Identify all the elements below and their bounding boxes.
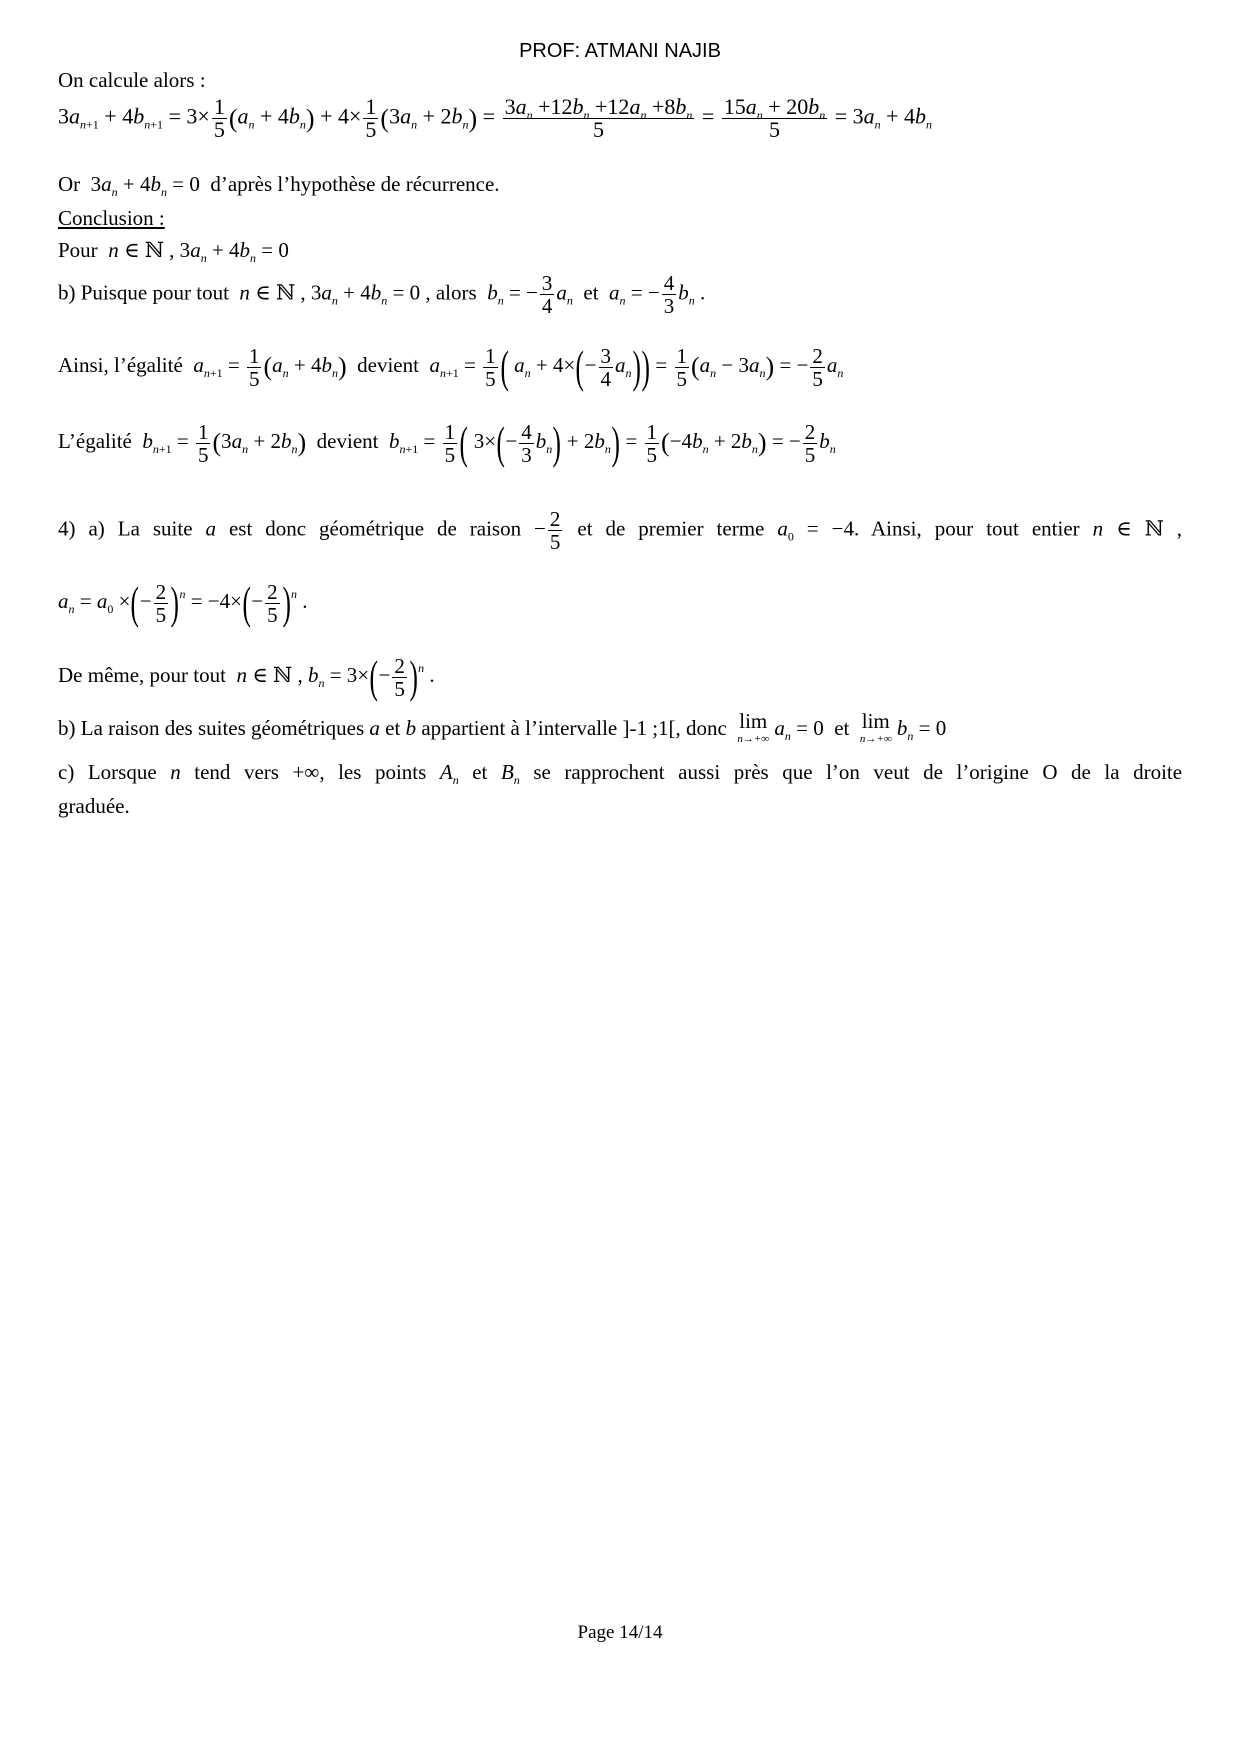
formula-b-n: De même, pour tout n ∈ ℕ , $b_n = 3\times(-$ $\frac{2}{5}$ )$^n$ . <box>58 651 435 702</box>
page-header: PROF: ATMANI NAJIB <box>519 40 721 62</box>
part-c-line: c) Lorsque n tend vers +∞, les points $A_n$ et $B_n$ se rapprochent aussi près que l’on veut de l’origine O de la droite <box>58 760 1183 787</box>
hypothesis-line: Or $3a_n + 4b_n = 0$ d’après l’hypothèse de récurrence. <box>58 172 500 199</box>
part-c-line-2: graduée. <box>58 794 130 818</box>
part-b-line: b) Puisque pour tout n ∈ ℕ , $3a_n + 4b_n = 0$ , alors $b_n$ = − $\frac{3}{4}$ $a_n$ et $a_n$ = − $\frac{4}{3}$ $b_n$ . <box>58 271 706 318</box>
intro-line: On calcule alors : <box>58 68 206 92</box>
equation-a-next: Ainsi, l’égalité $a_{n+1}$ = $\frac{1}{5}$ $(a_n + 4b_n)$ devient $a_{n+1}$ = $\frac{1}{5}$ ( $a_n + 4\times(-$ $\frac{3}{4}$ $a_n$)) = $\frac{1}{5}$ $(a_n - 3a_n)$ = − $\frac{2}{5}$ $a_n$ <box>58 341 844 392</box>
equation-b-next: L’égalité $b_{n+1}$ = $\frac{1}{5}$ $(3a_n + 2b_n)$ devient $b_{n+1}$ = $\frac{1}{5}$ ( 3×(− $\frac{4}{3}$ $b_n) + 2b_n$) = $\frac{1}{5}$ $(-4b_n + 2b_n)$ = − $\frac{2}{5}$ $b_n$ <box>58 417 836 468</box>
conclusion-statement: Pour n ∈ ℕ , $3a_n + 4b_n = 0$ <box>58 238 289 265</box>
question-4a-line: 4) a) La suite a est donc géométrique de raison − $\frac{2}{5}$ et de premier terme $a_0 = -4$. Ainsi, pour tout entier n ∈ ℕ , <box>58 507 1183 554</box>
formula-a-n: $a_n = a_0$ ×(− $\frac{2}{5}$ )$^n$ = −4×(− $\frac{2}{5}$ )$^n$ . <box>58 577 308 628</box>
conclusion-heading: Conclusion : <box>58 206 165 230</box>
part-b-limits: b) La raison des suites géométriques a et b appartient à l’intervalle ]-1 ;1[, donc lim n→+∞ $a_n = 0$ et lim n→+∞ $b_n = 0$ <box>58 709 947 745</box>
equation-computation: $3a_{n+1} + 4b_{n+1} = 3\times$ $\frac{1}{5}$ $(a_n + 4b_n) + 4\times$ $\frac{1}{5}$ $(3a_n + 2b_n)$ = $\frac{3a_n +12b_n +12a_n +8b_n}{5}$ = $\frac{15a_n + 20b_n}{5}$ = $3a_n + 4b_n$ <box>58 94 933 142</box>
page-footer: Page 14/14 <box>577 1622 663 1643</box>
